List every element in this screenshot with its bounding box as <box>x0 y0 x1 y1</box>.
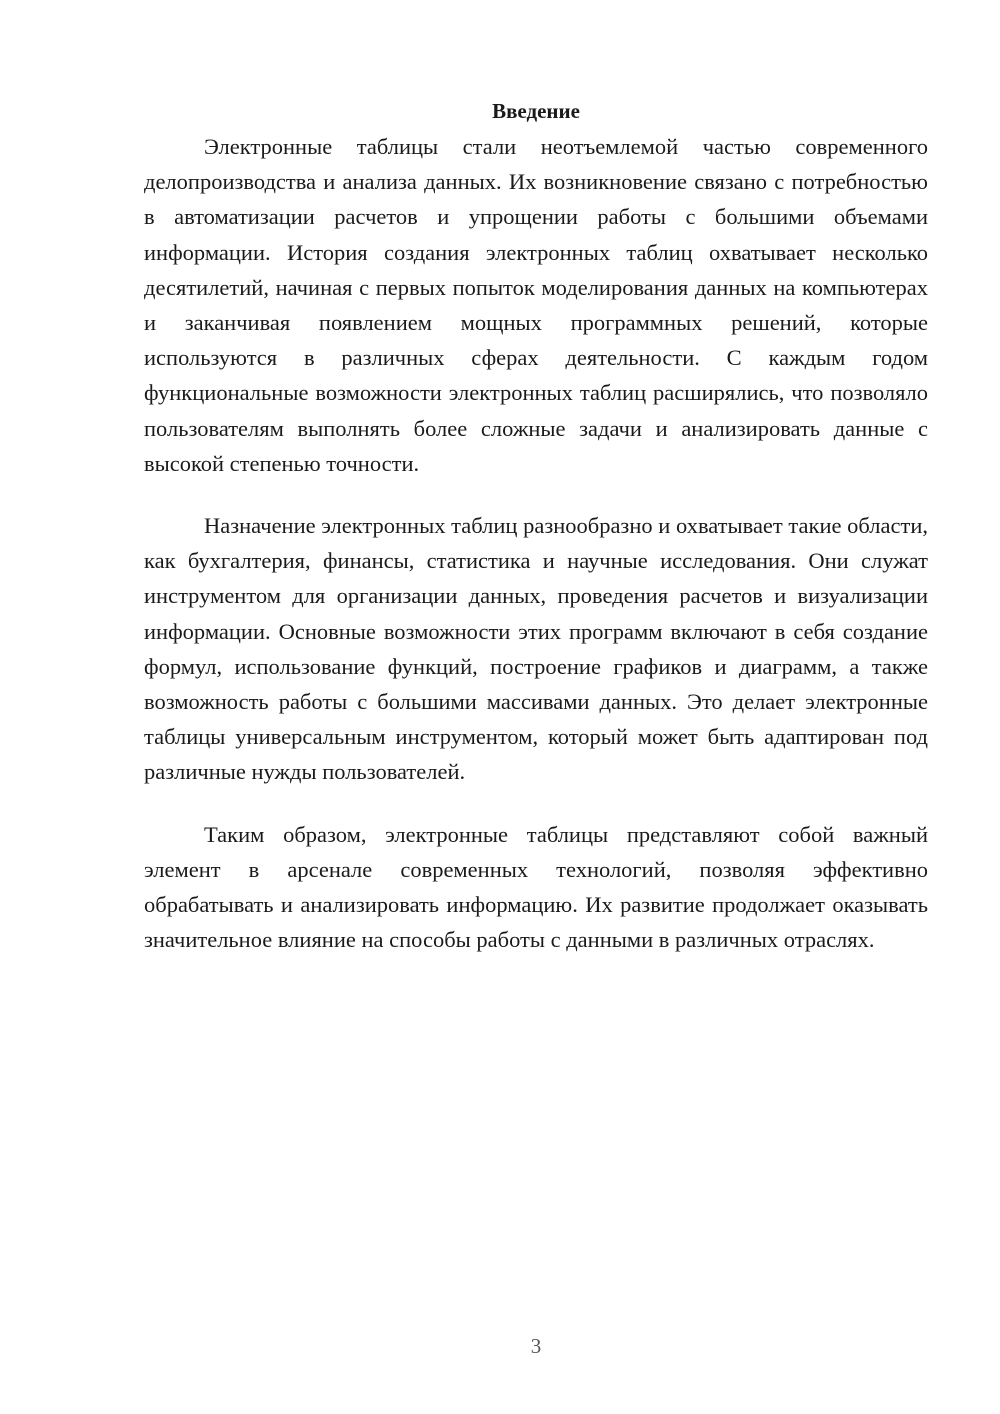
section-title: Введение <box>492 99 580 123</box>
page-number: 3 <box>530 1334 542 1358</box>
paragraph-3: Таким образом, электронные таблицы представляют собой важный элемент в арсенале современных технологий, позволяя эффективно обрабатывать и анализировать информацию. Их развитие продолжает оказывать значительное влияние на способы работы с данными в различных отраслях. <box>144 821 928 953</box>
paragraph-1: Электронные таблицы стали неотъемлемой частью современного делопроизводства и анализа данных. Их возникновение связано с потребностью в автоматизации расчетов и упрощении работы с большими объемами информации. История создания электронных таблиц охватывает несколько десятилетий, начиная с первых попыток моделирования данных на компьютерах и заканчивая появлением мощных программных решений, которые используются в различных сферах деятельности. С каждым годом функциональные возможности электронных таблиц расширялись, что позволяло пользователям выполнять более сложные задачи и анализировать данные с высокой степенью точности. <box>144 134 928 476</box>
page-content <box>144 94 928 957</box>
paragraph-2: Назначение электронных таблиц разнообразно и охватывает такие области, как бухгалтерия, финансы, статистика и научные исследования. Они служат инструментом для организации данных, проведения расчетов и визуализации информации. Основные возможности этих программ включают в себя создание формул, использование функций, построение графиков и диаграмм, а также возможность работы с большими массивами данных. Это делает электронные таблицы универсальным инструментом, который может быть адаптирован под различные нужды пользователей. <box>144 513 928 785</box>
